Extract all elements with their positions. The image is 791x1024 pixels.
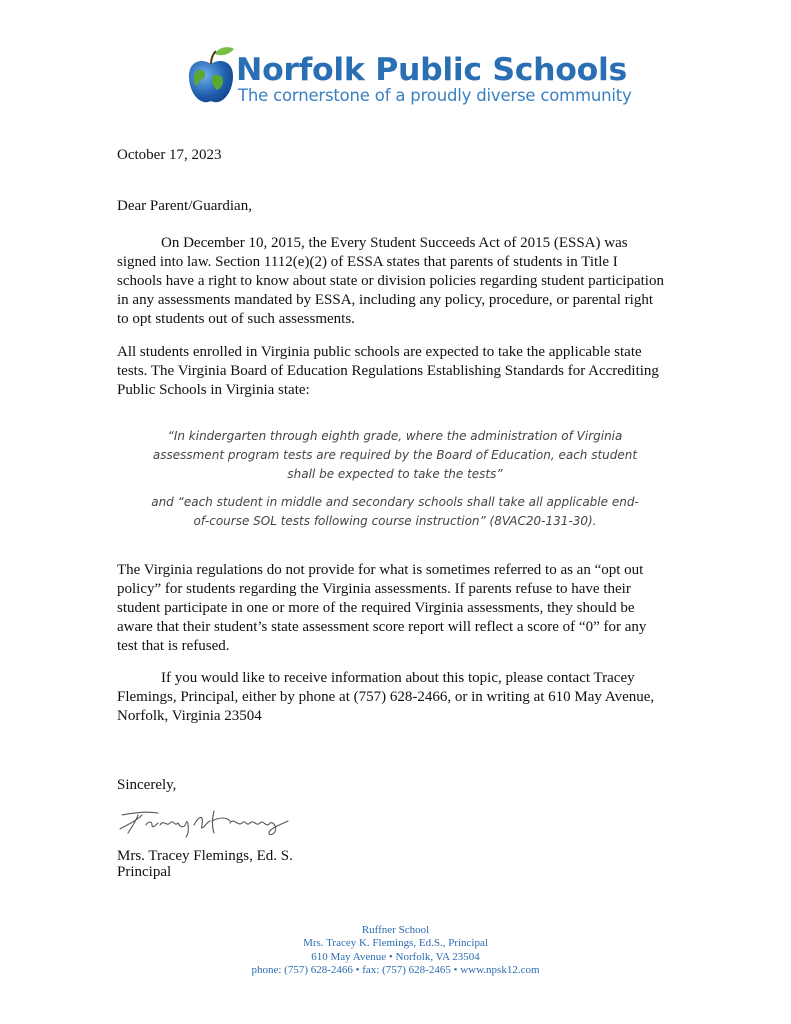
footer-address: 610 May Avenue • Norfolk, VA 23504 xyxy=(311,950,480,963)
signer-name: Mrs. Tracey Flemings, Ed. S. xyxy=(117,848,293,864)
letter-date: October 17, 2023 xyxy=(117,147,222,163)
closing: Sincerely, xyxy=(117,777,177,793)
letterhead xyxy=(186,46,632,112)
apple-globe-icon xyxy=(186,46,236,106)
paragraph-contact: If you would like to receive information about this topic, please contact Tracey Flemings, Principal, either by phone at (757) 628-2466, or in writing at 610 May Avenue, Norfolk, Virginia 23504 xyxy=(117,670,655,724)
footer-school-name: Ruffner School xyxy=(361,924,430,936)
regulation-quote-1: “In kindergarten through eighth grade, where the administration of Virginia assessment program tests are required by the Board of Education, each student shall be expected to take the tests” xyxy=(152,429,638,481)
signature-image xyxy=(116,803,292,839)
signer-title: Principal xyxy=(117,864,172,880)
school-district-name: Norfolk Public Schools xyxy=(236,52,627,88)
footer-principal: Mrs. Tracey K. Flemings, Ed.S., Principal xyxy=(303,937,488,950)
paragraph-state-tests: All students enrolled in Virginia public schools are expected to take the applicable state tests. The Virginia Board of Education Regulations Establishing Standards for Accrediting Public Schools in Virginia state: xyxy=(117,344,659,398)
regulation-quote-2: and “each student in middle and secondary schools shall take all applicable end-of-course SOL tests following course instruction” (8VAC20-131-30). xyxy=(151,495,639,528)
salutation: Dear Parent/Guardian, xyxy=(117,198,252,214)
footer-contact: phone: (757) 628-2466 • fax: (757) 628-2465 • www.npsk12.com xyxy=(251,963,540,976)
paragraph-essa: On December 10, 2015, the Every Student Succeeds Act of 2015 (ESSA) was signed into law. Section 1112(e)(2) of ESSA states that parents of students in Title I schools have a right to know about state or division policies regarding student participation in any assessments mandated by ESSA, including any policy, procedure, or parental right to opt students out of such assessments. xyxy=(117,235,664,327)
school-district-tagline: The cornerstone of a proudly diverse community xyxy=(238,86,632,105)
letter-footer xyxy=(0,924,791,977)
paragraph-opt-out: The Virginia regulations do not provide for what is sometimes referred to as an “opt out policy” for students regarding the Virginia assessments. If parents refuse to have their student participate in one or more of the required Virginia assessments, they should be aware that their student’s state assessment score report will reflect a score of “0” for any test that is refused. xyxy=(117,562,647,654)
